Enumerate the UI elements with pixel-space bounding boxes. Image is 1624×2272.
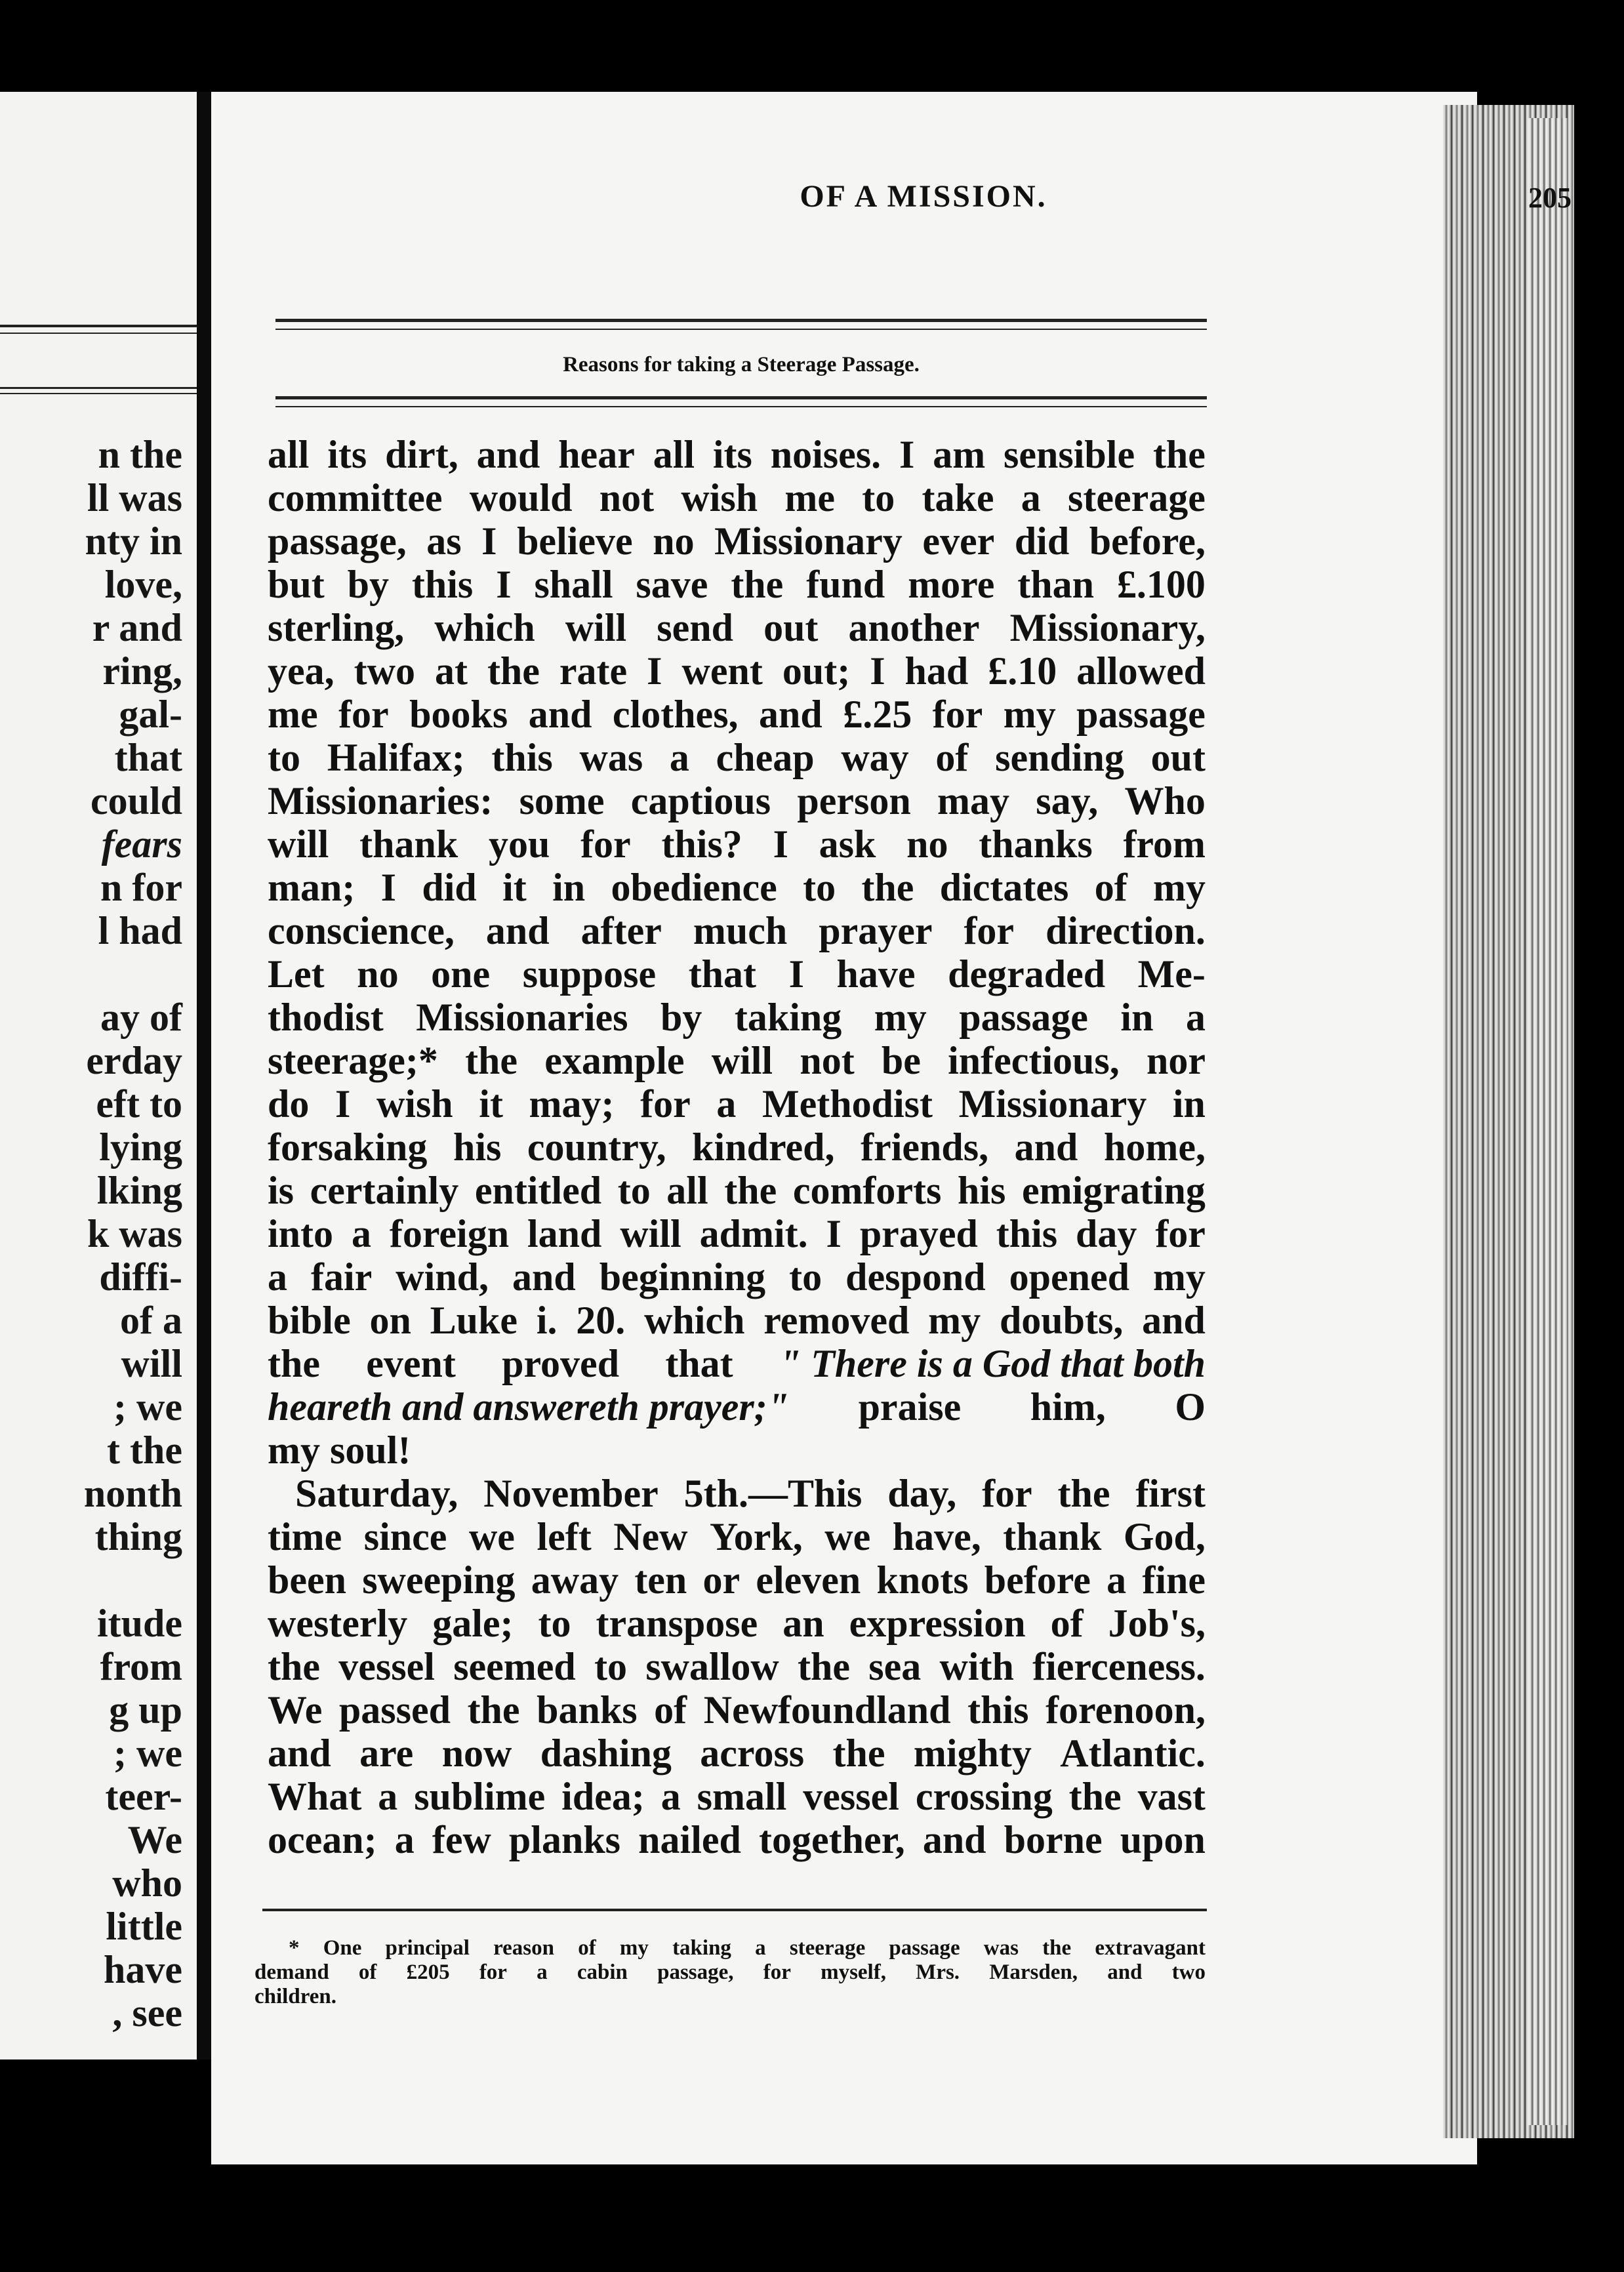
body-line: the vessel seemed to swallow the sea with fierceness. bbox=[268, 1645, 1206, 1688]
left-page-line: nty in bbox=[85, 519, 182, 563]
left-page-line: k was bbox=[87, 1212, 182, 1255]
footnote-rule bbox=[262, 1909, 1207, 1911]
left-page-line: from bbox=[100, 1645, 182, 1688]
body-text bbox=[268, 433, 1206, 1861]
quotation: " There is a God that both bbox=[779, 1342, 1206, 1385]
body-line: We passed the banks of Newfoundland this forenoon, bbox=[268, 1688, 1206, 1732]
left-page-line: eft to bbox=[96, 1082, 182, 1126]
body-line: my soul! bbox=[268, 1429, 411, 1472]
left-page-line: ring, bbox=[102, 649, 182, 693]
body-line: passage, as I believe no Missionary ever did before, bbox=[268, 519, 1206, 563]
body-line: and are now dashing across the mighty Atlantic. bbox=[268, 1732, 1206, 1775]
left-page-line: ll was bbox=[87, 476, 182, 519]
body-line: man; I did it in obedience to the dictates of my bbox=[268, 866, 1206, 909]
footnote-line: * One principal reason of my taking a steerage passage was the extravagant bbox=[289, 1936, 1206, 1960]
body-line: westerly gale; to transpose an expression of Job's, bbox=[268, 1602, 1206, 1645]
body-line: heareth and answereth prayer;" praise him, O bbox=[268, 1385, 1206, 1429]
body-line: will thank you for this? I ask no thanks from bbox=[268, 822, 1206, 866]
book-gutter bbox=[197, 92, 211, 2059]
left-page-line: of a bbox=[120, 1299, 182, 1342]
body-line: bible on Luke i. 20. which removed my doubts, and bbox=[268, 1299, 1206, 1342]
left-page-line: love, bbox=[104, 563, 182, 606]
left-page-line: ; we bbox=[113, 1385, 182, 1429]
left-page-line: ; we bbox=[113, 1732, 182, 1775]
left-page-text bbox=[84, 433, 182, 2035]
left-page-line: t the bbox=[107, 1429, 182, 1472]
left-page-line: r and bbox=[92, 606, 182, 649]
left-page-line: that bbox=[114, 736, 182, 779]
body-line: committee would not wish me to take a steerage bbox=[268, 476, 1206, 519]
body-line: forsaking his country, kindred, friends, and home, bbox=[268, 1126, 1206, 1169]
body-line: a fair wind, and beginning to despond opened my bbox=[268, 1255, 1206, 1299]
body-line: all its dirt, and hear all its noises. I am sensible the bbox=[268, 433, 1206, 476]
left-page-rule bbox=[0, 325, 197, 334]
left-page-line: erday bbox=[86, 1039, 182, 1082]
left-page-line: itude bbox=[96, 1602, 182, 1645]
left-page-rule-2 bbox=[0, 387, 197, 394]
subheading-rule bbox=[275, 396, 1207, 407]
left-page-line: have bbox=[104, 1948, 182, 1991]
body-line: me for books and clothes, and £.25 for my passage bbox=[268, 693, 1206, 736]
body-line: into a foreign land will admit. I prayed this day for bbox=[268, 1212, 1206, 1255]
footnote-line: demand of £205 for a cabin passage, for myself, Mrs. Marsden, and two bbox=[254, 1960, 1206, 1984]
left-page-line: ay of bbox=[100, 996, 182, 1039]
body-line: ocean; a few planks nailed together, and borne upon bbox=[268, 1818, 1206, 1861]
body-line: thodist Missionaries by taking my passage in a bbox=[268, 996, 1206, 1039]
left-page-line: teer- bbox=[105, 1775, 182, 1818]
body-line: yea, two at the rate I went out; I had £.10 allowed bbox=[268, 649, 1206, 693]
body-line: Saturday, November 5th.—This day, for the first bbox=[295, 1472, 1206, 1515]
body-line: but by this I shall save the fund more than £.100 bbox=[268, 563, 1206, 606]
page-edges-inner bbox=[1528, 118, 1568, 2125]
left-page-line bbox=[84, 1558, 182, 1602]
left-page-line: n the bbox=[98, 433, 182, 476]
subheading: Reasons for taking a Steerage Passage. bbox=[563, 353, 920, 376]
left-page-line: fears bbox=[101, 822, 182, 866]
body-line: is certainly entitled to all the comforts his emigrating bbox=[268, 1169, 1206, 1212]
left-page-line: little bbox=[106, 1905, 182, 1948]
left-page-line: l had bbox=[98, 909, 182, 952]
left-page-line: could bbox=[90, 779, 182, 822]
body-line: do I wish it may; for a Methodist Missionary in bbox=[268, 1082, 1206, 1126]
left-page-line: nonth bbox=[83, 1472, 182, 1515]
body-line: time since we left New York, we have, thank God, bbox=[268, 1515, 1206, 1558]
header-rule bbox=[275, 319, 1207, 330]
body-line: Missionaries: some captious person may say, Who bbox=[268, 779, 1206, 822]
left-page-line: g up bbox=[109, 1688, 182, 1732]
left-page-line: , see bbox=[112, 1991, 182, 2035]
body-line: sterling, which will send out another Missionary, bbox=[268, 606, 1206, 649]
left-page-line: who bbox=[112, 1861, 182, 1905]
body-line: the event proved that " There is a God that both bbox=[268, 1342, 1206, 1385]
body-line: conscience, and after much prayer for direction. bbox=[268, 909, 1206, 952]
left-page-line: will bbox=[121, 1342, 182, 1385]
left-page-line: gal- bbox=[119, 693, 182, 736]
body-line: Let no one suppose that I have degraded Me- bbox=[268, 952, 1206, 996]
page-number: 205 bbox=[1528, 182, 1572, 214]
left-page-line: thing bbox=[94, 1515, 182, 1558]
footnote bbox=[254, 1936, 1206, 2009]
left-page-line bbox=[84, 952, 182, 996]
left-page-line: diffi- bbox=[99, 1255, 182, 1299]
left-page-line: lking bbox=[96, 1169, 182, 1212]
left-page-line: We bbox=[127, 1818, 182, 1861]
running-head: OF A MISSION. bbox=[800, 179, 1047, 214]
left-page-line: lying bbox=[99, 1126, 182, 1169]
footnote-line: children. bbox=[254, 1985, 336, 2008]
body-line: What a sublime idea; a small vessel crossing the vast bbox=[268, 1775, 1206, 1818]
page-header bbox=[275, 172, 1572, 231]
body-line: to Halifax; this was a cheap way of sending out bbox=[268, 736, 1206, 779]
left-page-line: n for bbox=[100, 866, 182, 909]
body-line: been sweeping away ten or eleven knots before a fine bbox=[268, 1558, 1206, 1602]
body-line: steerage;* the example will not be infectious, nor bbox=[268, 1039, 1206, 1082]
left-page-fragment bbox=[0, 92, 197, 2059]
